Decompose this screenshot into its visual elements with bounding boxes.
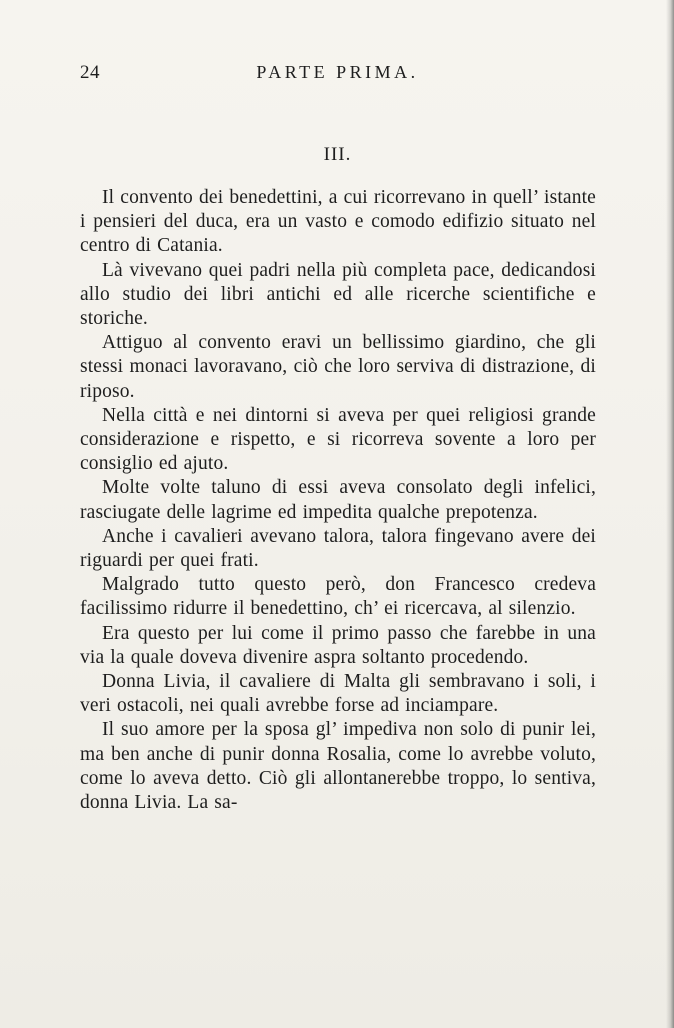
paragraph: Il suo amore per la sposa gl’ impediva non solo di punir lei, ma ben anche di punir donna Rosalia, come lo avrebbe voluto, come lo aveva detto. Ciò gli allontanerebbe troppo, lo sentiva, donna Livia. La sa- [80,719,596,814]
running-title: PARTE PRIMA. [256,62,419,82]
chapter-number: III. [323,144,352,165]
paragraph: Nella città e nei dintorni si aveva per quei religiosi grande considerazione e rispetto, e si ricorreva sovente a loro per consiglio ed ajuto. [80,404,596,475]
page-edge-shadow [666,0,674,1028]
paragraph: Il convento dei benedettini, a cui ricorrevano in quell’ istante i pensieri del duca, era un vasto e comodo edifizio situato nel centro di Catania. [80,187,596,257]
paragraph: Era questo per lui come il primo passo che farebbe in una via la quale doveva divenire aspra soltanto procedendo. [80,622,596,668]
body-text [80,186,596,815]
paragraph: Là vivevano quei padri nella più completa pace, dedicandosi allo studio dei libri antichi ed alle ricerche scientifiche e storiche. [80,259,596,330]
paragraph: Attiguo al convento eravi un bellissimo giardino, che gli stessi monaci lavoravano, ciò che loro serviva di distrazione, di riposo. [80,332,596,402]
paragraph: Anche i cavalieri avevano talora, talora fingevano avere dei riguardi per quei frati. [80,525,596,572]
page-header [80,62,595,90]
page-number: 24 [80,62,100,83]
paragraph: Malgrado tutto questo però, don Francesco credeva facilissimo ridurre il benedettino, ch’ ei ricercava, al silenzio. [80,574,596,620]
paragraph: Molte volte taluno di essi aveva consolato degli infelici, rasciugate delle lagrime ed impedita qualche prepotenza. [80,477,596,523]
paragraph: Donna Livia, il cavaliere di Malta gli sembravano i soli, i veri ostacoli, nei quali avrebbe forse ad inciampare. [80,671,596,717]
